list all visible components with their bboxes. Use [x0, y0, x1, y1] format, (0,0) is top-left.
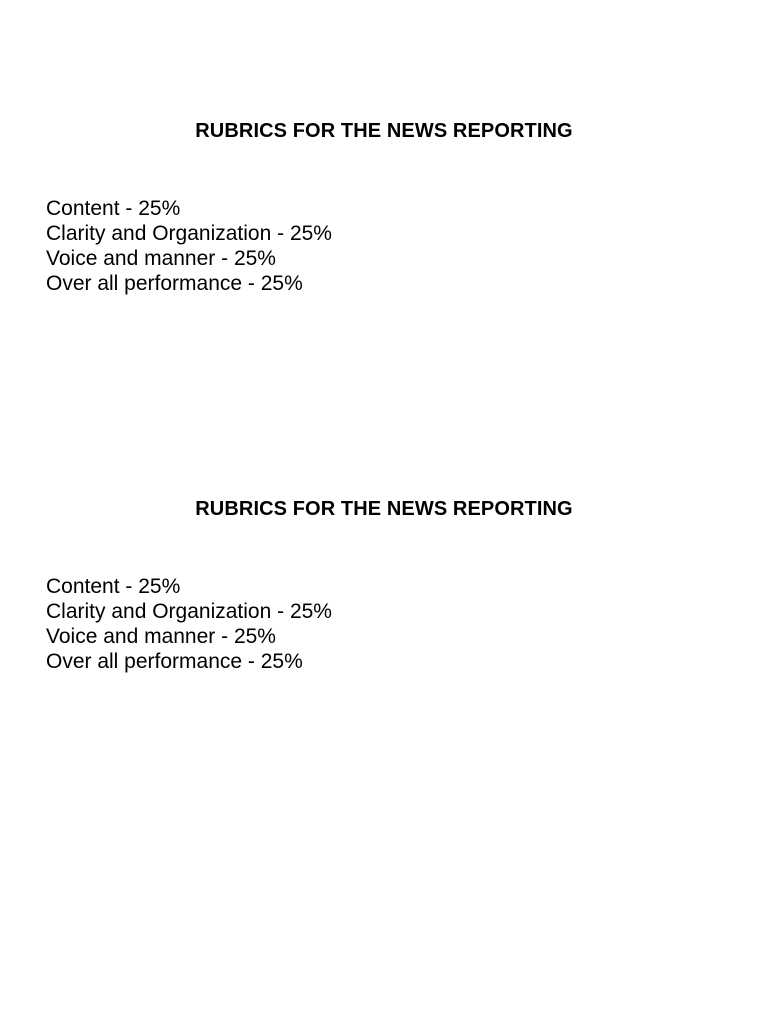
- criteria-item: Content - 25%: [46, 197, 181, 220]
- rubric-title: RUBRICS FOR THE NEWS REPORTING: [195, 498, 573, 520]
- criteria-item: Voice and manner - 25%: [46, 625, 276, 648]
- criteria-list: [46, 196, 768, 296]
- criteria-item: Content - 25%: [46, 575, 181, 598]
- criteria-list: [46, 574, 768, 674]
- rubric-title: RUBRICS FOR THE NEWS REPORTING: [195, 120, 573, 142]
- criteria-item: Clarity and Organization - 25%: [46, 222, 332, 245]
- criteria-item: Clarity and Organization - 25%: [46, 600, 332, 623]
- rubric-block-1: [0, 118, 768, 296]
- rubric-block-2: [0, 496, 768, 674]
- criteria-item: Voice and manner - 25%: [46, 247, 276, 270]
- criteria-item: Over all performance - 25%: [46, 650, 303, 673]
- criteria-item: Over all performance - 25%: [46, 272, 303, 295]
